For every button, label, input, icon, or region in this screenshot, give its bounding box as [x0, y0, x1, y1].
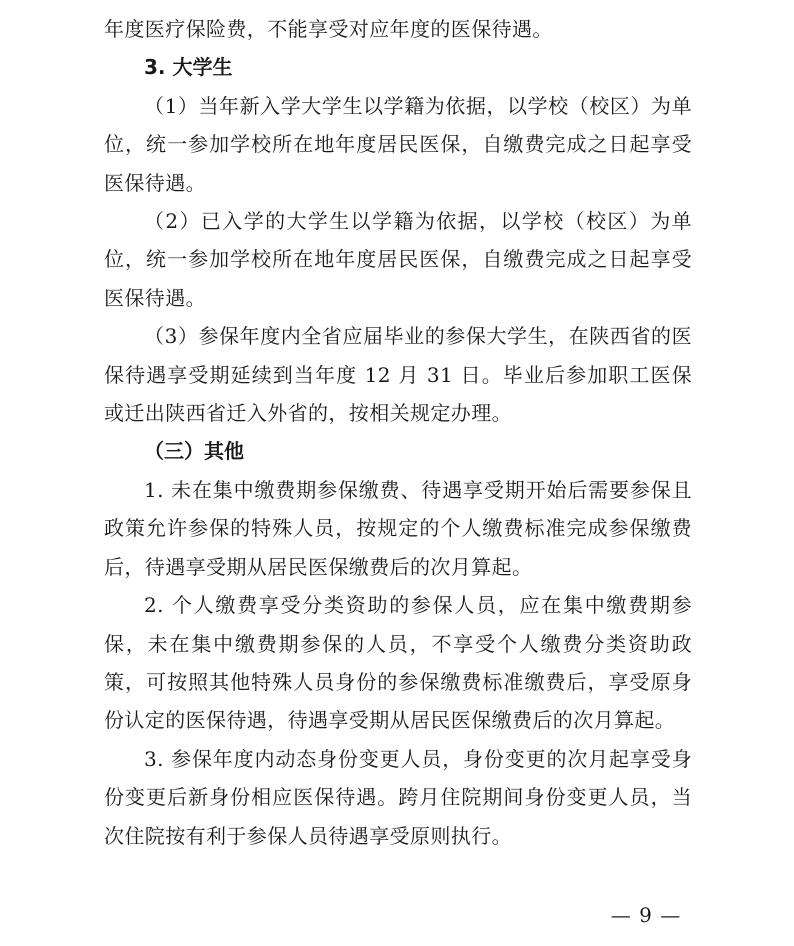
page-number: — 9 —	[610, 903, 682, 927]
paragraph-other-1: 1. 未在集中缴费期参保缴费、待遇享受期开始后需要参保且政策允许参保的特殊人员，按规定的个人缴费标准完成参保缴费后，待遇享受期从居民医保缴费后的次月算起。	[104, 477, 692, 579]
paragraph-other-2: 2. 个人缴费享受分类资助的参保人员，应在集中缴费期参保，未在集中缴费期参保的人员，不享受个人缴费分类资助政策，可按照其他特殊人员身份的参保缴费标准缴费后，享受原身份认定的医保待遇，待遇享受期从居民医保缴费后的次月算起。	[104, 593, 692, 733]
section-heading-university-students: 3. 大学生	[144, 55, 233, 80]
document-body	[104, 10, 692, 855]
paragraph-continued: 年度医疗保险费，不能享受对应年度的医保待遇。	[104, 17, 553, 41]
paragraph-other-3: 3. 参保年度内动态身份变更人员，身份变更的次月起享受身份变更后新身份相应医保待遇。跨月住院期间身份变更人员，当次住院按有利于参保人员待遇享受原则执行。	[104, 746, 692, 848]
paragraph-item-1: （1）当年新入学大学生以学籍为依据，以学校（校区）为单位，统一参加学校所在地年度居民医保，自缴费完成之日起享受医保待遇。	[104, 93, 692, 195]
paragraph-item-2: （2）已入学的大学生以学籍为依据，以学校（校区）为单位，统一参加学校所在地年度居民医保，自缴费完成之日起享受医保待遇。	[104, 209, 692, 310]
section-heading-other: （三）其他	[144, 439, 244, 464]
paragraph-item-3: （3）参保年度内全省应届毕业的参保大学生，在陕西省的医保待遇享受期延续到当年度 12 月 31 日。毕业后参加职工医保或迁出陕西省迁入外省的，按相关规定办理。	[104, 324, 692, 426]
